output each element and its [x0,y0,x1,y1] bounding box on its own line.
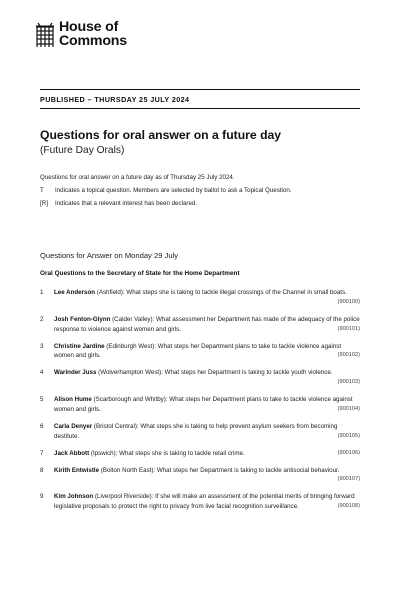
question-number: 6 [40,422,44,430]
question-text: What assessment her Department has made of the adequacy of the police response to violence against women and girls. [54,315,360,333]
legend-topical [40,187,292,194]
question-reference: (900105) [337,432,360,439]
legend-text: Indicates a topical question. Members are selected by ballot to ask a Topical Question. [55,187,292,194]
question-constituency: (Calder Valley): [112,315,155,323]
question-number: 8 [40,466,44,474]
question-member: Josh Fenton-Glynn [54,315,111,323]
question-text: What steps her Department plans to take to tackle violence against women and girls. [54,396,353,413]
question-member: Jack Abbott [54,449,90,457]
question-reference: (900103) [337,379,360,386]
question-constituency: (Wolverhampton West): [98,369,163,377]
question-item [40,288,360,308]
question-item [40,368,360,388]
top-divider [40,89,360,90]
question-number: 2 [40,315,44,323]
page-title: Questions for oral answer on a future day [40,128,282,142]
legend-symbol: [R] [40,200,48,207]
question-member: Lee Anderson [54,289,96,296]
legend-relevant-interest [40,200,197,207]
question-number: 7 [40,449,44,457]
question-number: 4 [40,369,44,377]
question-reference: (900102) [337,352,360,359]
portcullis-icon [35,21,55,50]
question-constituency: (Bolton North East): [100,466,156,474]
legend-text: Indicates that a relevant interest has been declared. [55,200,198,207]
question-text: What steps she is taking to tackle retail crime. [119,449,245,457]
question-reference: (900106) [337,449,360,456]
logo-line-2: Commons [59,32,127,49]
bottom-divider [40,108,360,109]
question-constituency: (Ashfield): [96,289,125,296]
question-constituency: (Edinburgh West): [106,342,157,350]
question-constituency: (Ipswich): [90,449,118,457]
question-reference: (900104) [337,405,360,412]
question-text: What steps her Department is taking to tackle youth violence. [164,369,333,377]
logo-line-1: House of [59,19,119,35]
question-item [40,492,360,512]
question-member: Warinder Juss [54,369,97,377]
question-list [40,288,360,519]
question-member: Carla Denyer [54,422,93,430]
question-constituency: (Bristol Central): [93,422,139,430]
question-reference: (900107) [337,476,360,483]
question-text: What steps her Department is taking to tackle antisocial behaviour. [156,466,340,474]
question-constituency: (Scarborough and Whitby): [93,396,168,404]
house-of-commons-logo [35,21,127,50]
question-text: If she will make an assessment of the potential merits of bringing forward legislative proposals to protect the right to privacy from live facial recognition surveillance. [54,493,355,511]
legend-symbol: T [40,187,44,194]
question-member: Alison Hume [54,396,92,404]
question-number: 1 [40,289,44,296]
question-constituency: (Liverpool Riverside): [94,493,154,501]
question-reference: (900101) [337,325,360,332]
page-subtitle: (Future Day Orals) [40,145,125,156]
question-item [40,449,360,459]
department-heading: Oral Questions to the Secretary of State for the Home Department [40,270,240,277]
question-text: What steps she is taking to help prevent asylum seekers from becoming destitute. [54,422,338,440]
question-number: 9 [40,493,44,501]
intro-text: Questions for oral answer on a future day as of Thursday 25 July 2024. [40,174,235,181]
question-number: 5 [40,396,44,404]
question-item [40,422,360,442]
question-item [40,342,360,362]
question-member: Kirith Entwistle [54,466,100,474]
section-heading: Questions for Answer on Monday 29 July [40,251,179,260]
question-number: 3 [40,342,44,350]
question-text: What steps she is taking to tackle illegal crossings of the Channel in small boats. [126,289,347,296]
question-item [40,315,360,335]
published-date: PUBLISHED – THURSDAY 25 JULY 2024 [40,95,190,104]
question-text: What steps her Department plans to take to tackle violence against women and girls. [54,342,342,360]
question-item [40,395,360,415]
question-member: Christine Jardine [54,342,105,350]
question-reference: (900100) [337,298,360,305]
question-item [40,466,360,486]
question-reference: (900108) [337,503,360,510]
question-member: Kim Johnson [54,493,94,501]
